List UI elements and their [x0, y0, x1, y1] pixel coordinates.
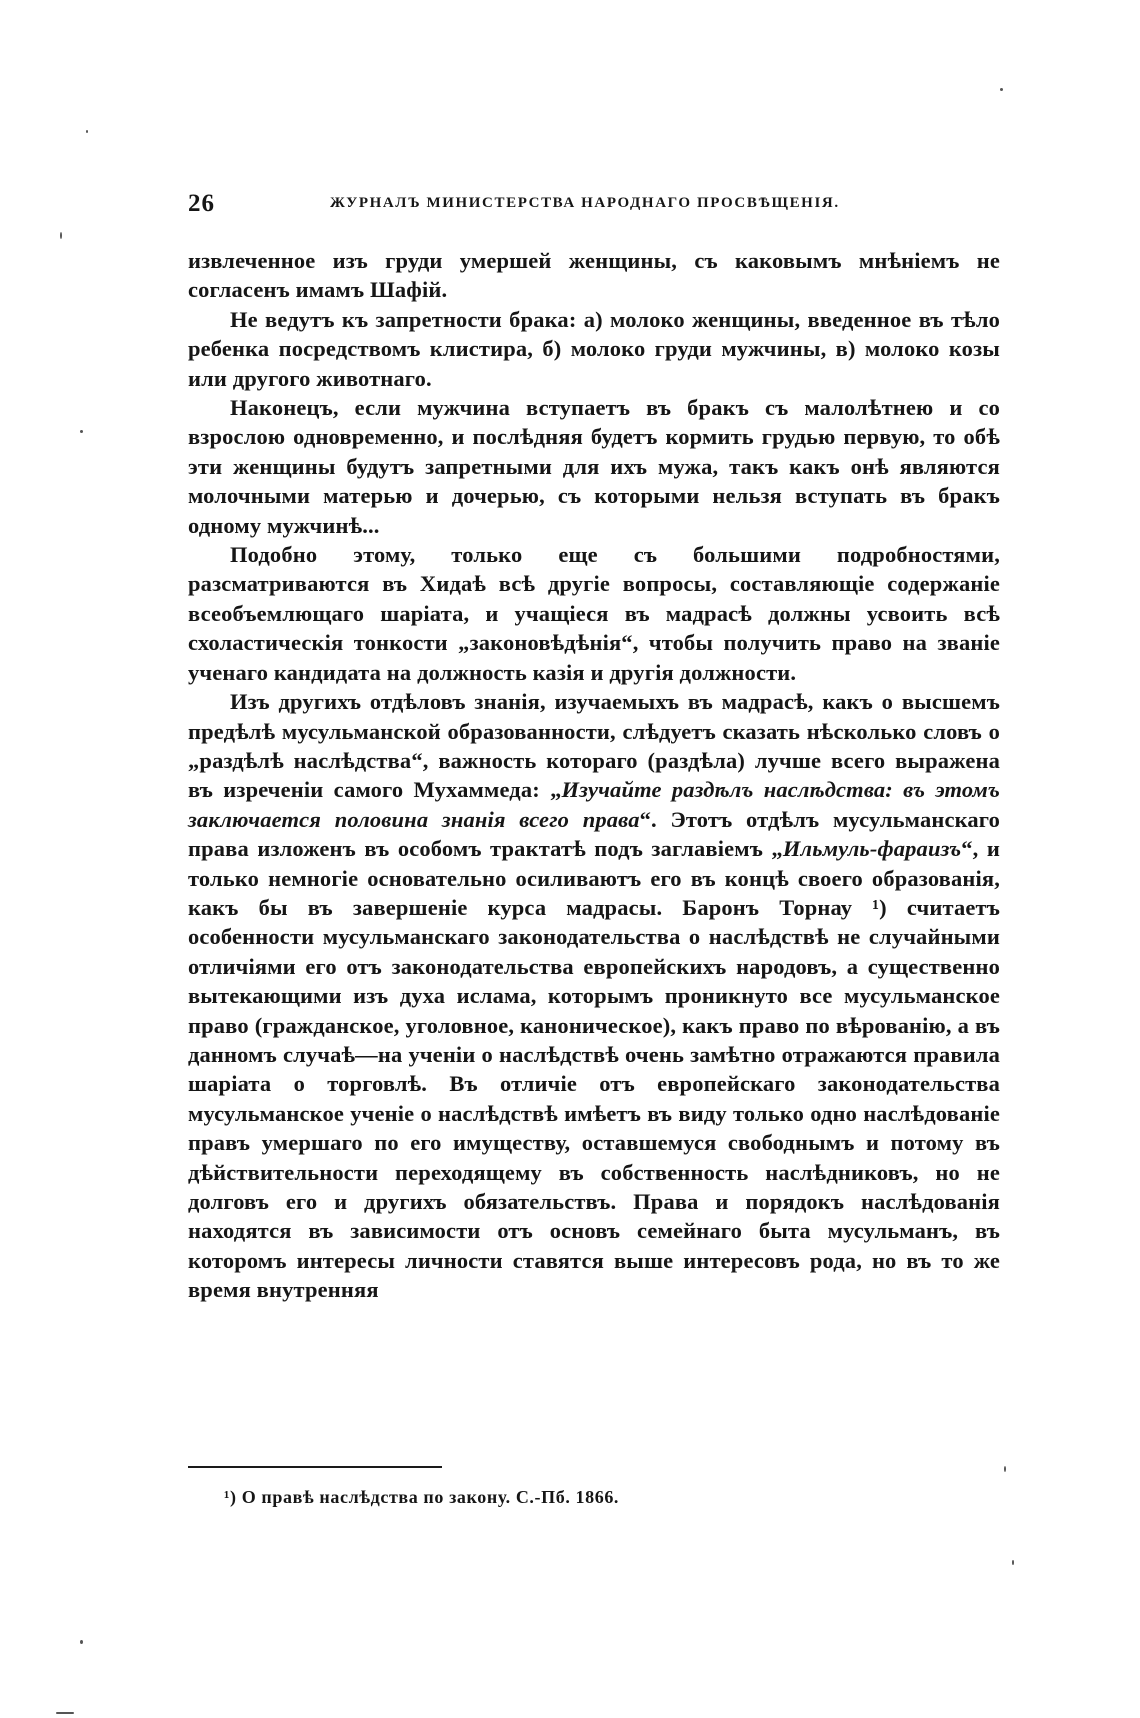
italic-quote: Ильмуль-фараизъ: [782, 836, 962, 862]
page-header: [188, 190, 1016, 224]
footnote-text: О правѣ наслѣдства по закону. С.-Пб. 1866.: [241, 1487, 620, 1507]
scan-speck: [80, 1640, 83, 1644]
running-head: ЖУРНАЛЪ МИНИСТЕРСТВА НАРОДНАГО ПРОСВѢЩЕНІЯ.: [330, 195, 840, 211]
paragraph: [188, 393, 1000, 540]
scan-speck: [1004, 1466, 1006, 1472]
italic-quote: Изучайте раздѣлъ наслѣдства: въ этомъ заключается половина знанія всего права: [188, 777, 1000, 832]
text-run: Не ведутъ къ запретности брака: а) молоко женщины, введенное въ тѣло ребенка посредствомъ клистира, б) молоко груди мужчины, в) молоко козы или другого животнаго.: [188, 306, 1000, 391]
scan-speck: [1000, 88, 1003, 91]
paragraph: [188, 540, 1000, 687]
footnote-divider: [188, 1466, 442, 1468]
scan-speck: [80, 430, 83, 433]
paragraph: [188, 305, 1000, 393]
footnote: [224, 1487, 619, 1508]
body-text: [188, 246, 1000, 1305]
text-run: Наконецъ, если мужчина вступаетъ въ бракъ съ малолѣтнею и со взрослою одновременно, и послѣдняя будетъ кормить грудью первую, то обѣ эти женщины будутъ запретными для ихъ мужа, такъ какъ онѣ являются молочными матерью и дочерью, съ которыми нельзя вступать въ бракъ одному мужчинѣ...: [188, 395, 1000, 538]
scan-speck: [56, 1712, 74, 1714]
text-run: “, и только немногіе основательно осиливаютъ его въ концѣ своего образованія, какъ бы въ завершеніе курса мадрасы. Баронъ Торнау ¹) считаетъ особенности мусульманскаго законодательства о наслѣдствѣ не случайными отличіями его отъ законодательства европейскихъ народовъ, а существенно вытекающими изъ духа ислама, которымъ проникнуто все мусульманское право (гражданское, уголовное, каноническое), какъ право по вѣрованію, а въ данномъ случаѣ—на ученіи о наслѣдствѣ очень замѣтно отражаются правила шаріата о торговлѣ. Въ отличіе отъ европейскаго законодательства мусульманское ученіе о наслѣдствѣ имѣетъ въ виду только одно наслѣдованіе правъ умершаго по его имуществу, оставшемуся свободнымъ и потому въ дѣйствительности переходящему въ собственность наслѣдниковъ, но не долговъ его и другихъ обязательствъ. Права и порядокъ наслѣдованія находятся въ зависимости отъ основъ семейнаго быта мусульманъ, въ которомъ интересы личности ставятся выше интересовъ рода, но въ то же время внутренняя: [188, 836, 1000, 1303]
text-run: Подобно этому, только еще съ большими подробностями, разсматриваются въ Хидаѣ всѣ другіе вопросы, составляющіе содержаніе всеобъемлющаго шаріата, и учащіеся въ мадрасѣ должны усвоить всѣ схоластическія тонкости „законовѣдѣнія“, чтобы получить право на званіе ученаго кандидата на должность казія и другія должности.: [188, 542, 1000, 685]
paragraph: [188, 246, 1000, 305]
text-run: “. Этотъ отдѣлъ мусульманскаго права изложенъ въ особомъ трактатѣ подъ заглавіемъ „: [188, 806, 1000, 862]
scan-speck: [60, 232, 62, 239]
text-run: извлеченное изъ груди умершей женщины, съ каковымъ мнѣніемъ не согласенъ имамъ Шафій.: [188, 248, 1000, 303]
footnote-marker: ¹): [224, 1487, 237, 1507]
page-number: 26: [188, 190, 215, 217]
scan-speck: [1012, 1560, 1014, 1565]
text-run: Изъ другихъ отдѣловъ знанія, изучаемыхъ въ мадрасѣ, какъ о высшемъ предѣлѣ мусульманской образованности, слѣдуетъ сказать нѣсколько словъ о „раздѣлѣ наслѣдства“, важность котораго (раздѣла) лучше всего выражена въ изреченіи самого Мухаммеда: „: [188, 689, 1000, 803]
paragraph: [188, 687, 1000, 1305]
scan-speck: [86, 130, 88, 133]
